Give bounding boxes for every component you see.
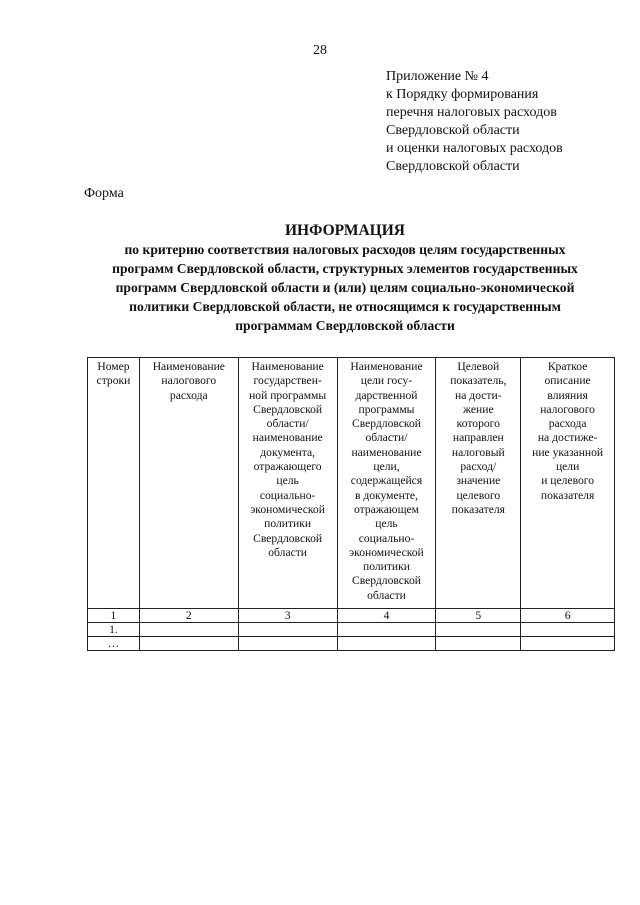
- appendix-line: перечня налоговых расходов: [386, 105, 557, 120]
- header-line: ной программы: [249, 388, 327, 402]
- header-line: цели: [555, 460, 580, 474]
- table-cell: [521, 623, 615, 637]
- header-line: расход/: [460, 460, 497, 474]
- header-line: политики: [363, 560, 410, 574]
- table-cell: [238, 623, 337, 637]
- header-line: программы: [358, 402, 415, 416]
- header-line: государствен-: [253, 374, 322, 388]
- header-cell: [139, 358, 238, 609]
- header-line: налогового: [161, 374, 217, 388]
- header-line: цель: [375, 517, 398, 531]
- header-line: Свердловской: [253, 402, 323, 416]
- header-line: жение: [463, 402, 494, 416]
- header-cell: [337, 358, 436, 609]
- header-line: области/: [365, 431, 408, 445]
- header-line: области/: [266, 417, 309, 431]
- header-line: налогового: [540, 402, 595, 416]
- header-line: Свердловской: [351, 417, 421, 431]
- table-cell: [139, 623, 238, 637]
- header-line: наименование: [351, 445, 422, 459]
- title-heading: ИНФОРМАЦИЯ: [285, 222, 405, 239]
- column-number-row: [88, 609, 615, 623]
- title-line: программ Свердловской области и (или) целям социально-экономической: [115, 280, 575, 295]
- header-line: Целевой: [457, 360, 500, 373]
- column-number-cell: 1: [88, 609, 140, 623]
- header-line: строки: [96, 374, 131, 388]
- header-cell: [238, 358, 337, 609]
- header-line: целевого: [456, 488, 501, 502]
- table-cell: [238, 637, 337, 651]
- header-line: политики: [264, 517, 312, 531]
- table-cell: [436, 637, 521, 651]
- appendix-line: к Порядку формирования: [386, 87, 539, 102]
- table-cell: [436, 623, 521, 637]
- header-line: цели госу-: [360, 374, 413, 388]
- title-line: программ Свердловской области, структурных элементов государственных: [112, 261, 578, 276]
- header-line: Свердловской: [351, 574, 421, 588]
- table-row: [88, 637, 615, 651]
- header-line: экономической: [349, 545, 424, 559]
- header-line: социально-: [259, 488, 316, 502]
- table-cell: [337, 637, 436, 651]
- tax-expense-table: [87, 357, 615, 651]
- header-cell: [436, 358, 521, 609]
- header-cell: [88, 358, 140, 609]
- table-cell: …: [88, 637, 140, 651]
- header-line: отражающем: [353, 502, 419, 516]
- header-line: дарственной: [355, 388, 418, 402]
- header-line: Наименование: [350, 360, 423, 373]
- header-line: расхода: [169, 388, 208, 402]
- header-line: документа,: [260, 445, 316, 459]
- appendix-line: Свердловской области: [386, 123, 520, 138]
- header-line: описание: [544, 374, 591, 388]
- column-number-cell: 5: [436, 609, 521, 623]
- page-number: 28: [313, 43, 327, 58]
- header-line: отражающего: [253, 460, 322, 474]
- appendix-line: и оценки налоговых расходов: [386, 141, 563, 156]
- header-line: Номер: [97, 360, 130, 373]
- header-line: области: [268, 545, 308, 559]
- header-line: экономической: [250, 502, 325, 516]
- header-line: Свердловской: [253, 531, 323, 545]
- title-line: политики Свердловской области, не относящимся к государственным: [129, 299, 561, 314]
- title-line: программам Свердловской области: [235, 318, 455, 333]
- column-number-cell: 4: [337, 609, 436, 623]
- title-line: по критерию соответствия налоговых расходов целям государственных: [124, 242, 566, 257]
- header-line: в документе,: [354, 488, 418, 502]
- header-line: Наименование: [251, 360, 324, 373]
- header-line: и целевого: [541, 474, 595, 488]
- column-number-cell: 2: [139, 609, 238, 623]
- header-line: показателя: [540, 488, 595, 502]
- table-row: [88, 623, 615, 637]
- header-line: ние указанной: [532, 445, 604, 459]
- header-line: на достиже-: [537, 431, 598, 445]
- header-line: которого: [456, 417, 500, 431]
- header-line: влияния: [547, 388, 588, 402]
- header-line: содержащейся: [350, 474, 423, 488]
- table-header-row: [88, 358, 615, 609]
- document-title: [80, 221, 610, 335]
- header-line: цели,: [373, 460, 400, 474]
- form-label: Форма: [84, 186, 124, 201]
- header-line: социально-: [358, 531, 415, 545]
- header-line: Наименование: [152, 360, 225, 373]
- header-line: на дости-: [455, 388, 502, 402]
- header-line: наименование: [252, 431, 323, 445]
- header-cell: [521, 358, 615, 609]
- header-line: расхода: [548, 417, 587, 431]
- table-cell: 1.: [88, 623, 140, 637]
- table-cell: [337, 623, 436, 637]
- header-line: области: [367, 588, 406, 602]
- header-line: направлен: [452, 431, 504, 445]
- header-line: показатель,: [450, 374, 507, 388]
- table-cell: [139, 637, 238, 651]
- appendix-note: [386, 68, 563, 176]
- header-line: налоговый: [451, 445, 505, 459]
- header-line: цель: [276, 474, 299, 488]
- table-cell: [521, 637, 615, 651]
- column-number-cell: 3: [238, 609, 337, 623]
- header-line: значение: [456, 474, 501, 488]
- appendix-line: Свердловской области: [386, 159, 520, 174]
- appendix-line: Приложение № 4: [386, 69, 489, 84]
- column-number-cell: 6: [521, 609, 615, 623]
- header-line: показателя: [451, 502, 505, 516]
- header-line: Краткое: [547, 360, 588, 373]
